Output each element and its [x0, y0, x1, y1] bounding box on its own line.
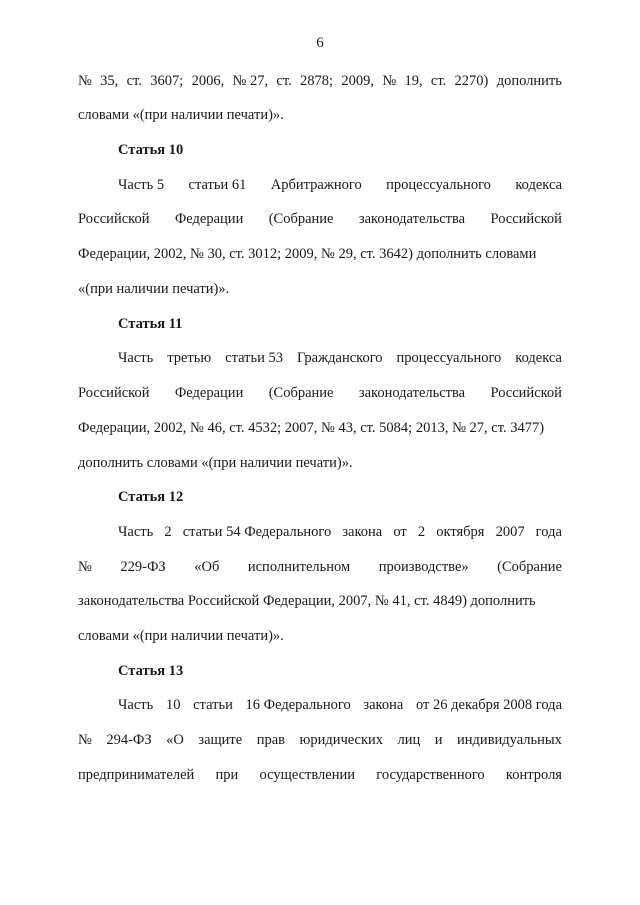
word: защите	[198, 732, 243, 748]
word: Федерации	[174, 385, 244, 401]
word: № 27,	[232, 73, 269, 89]
word: Российской	[78, 385, 150, 401]
word: 2878;	[300, 73, 334, 89]
word: (Собрание	[268, 211, 334, 227]
article-10-heading: Статья 10	[118, 142, 184, 158]
word: статьи 54 Федерального	[182, 524, 332, 540]
word: 294-ФЗ	[106, 732, 152, 748]
text-line: дополнить словами «(при наличии печати)».	[78, 455, 353, 471]
text-line: словами «(при наличии печати)».	[78, 107, 284, 123]
word: юридических	[299, 732, 384, 748]
article-12-heading: Статья 12	[118, 489, 184, 505]
word: Гражданского	[296, 350, 383, 366]
word: осуществлении	[259, 767, 355, 783]
word: 2009,	[341, 73, 374, 89]
word: третью	[167, 350, 212, 366]
word: процессуального	[396, 350, 502, 366]
word: от	[393, 524, 407, 540]
word: «О	[166, 732, 184, 748]
word: 16 Федерального	[245, 697, 351, 713]
article-11-heading: Статья 11	[118, 316, 183, 332]
word: года	[535, 524, 562, 540]
word: статьи 61	[188, 177, 247, 193]
word: Часть	[118, 350, 154, 366]
page-number: 6	[316, 35, 324, 51]
text-line	[78, 384, 562, 402]
word: Часть	[118, 524, 154, 540]
word: кодекса	[515, 177, 562, 193]
word: при	[215, 767, 239, 783]
word: индивидуальных	[457, 732, 562, 748]
word: 229-ФЗ	[120, 559, 166, 575]
word: Российской	[490, 211, 562, 227]
word: №	[78, 73, 92, 89]
word: 3607;	[150, 73, 184, 89]
word: Российской	[78, 211, 150, 227]
word: лиц	[397, 732, 421, 748]
word: дополнить	[496, 73, 562, 89]
word: 35,	[100, 73, 119, 89]
word: Арбитражного	[270, 177, 362, 193]
word: статьи 53	[225, 350, 283, 366]
text-line	[118, 176, 562, 194]
text-line: Федерации, 2002, № 30, ст. 3012; 2009, № 29, ст. 3642) дополнить словами	[78, 246, 537, 262]
word: 10	[165, 697, 181, 713]
word: «Об	[194, 559, 220, 575]
word: Часть	[118, 697, 154, 713]
word: 2270)	[454, 73, 489, 89]
word: 2	[417, 524, 426, 540]
word: и	[434, 732, 443, 748]
text-line	[78, 72, 562, 90]
word: ст.	[126, 73, 142, 89]
text-line	[118, 349, 562, 367]
text-line	[118, 696, 562, 714]
word: процессуального	[386, 177, 491, 193]
word: исполнительном	[247, 559, 351, 575]
text-line	[78, 731, 562, 749]
text-line: «(при наличии печати)».	[78, 281, 230, 297]
word: Часть 5	[118, 177, 165, 193]
word: №	[78, 559, 92, 575]
word: производстве»	[378, 559, 469, 575]
word: 2006,	[191, 73, 225, 89]
word: №	[382, 73, 397, 89]
word: №	[78, 732, 92, 748]
word: контроля	[505, 767, 562, 783]
word: закона	[363, 697, 404, 713]
word: (Собрание	[268, 385, 334, 401]
word: статьи	[193, 697, 233, 713]
word: (Собрание	[497, 559, 562, 575]
text-line	[78, 558, 562, 576]
text-line	[118, 523, 562, 541]
text-line: Федерации, 2002, № 46, ст. 4532; 2007, № 43, ст. 5084; 2013, № 27, ст. 3477)	[78, 420, 545, 436]
text-line	[78, 210, 562, 228]
word: государственного	[376, 767, 485, 783]
word: законодательства	[358, 211, 466, 227]
word: законодательства	[358, 385, 466, 401]
text-line	[78, 766, 562, 784]
word: 19,	[404, 73, 423, 89]
word: ст.	[276, 73, 292, 89]
word: Российской	[490, 385, 562, 401]
word: 2007	[495, 524, 525, 540]
word: кодекса	[515, 350, 562, 366]
text-line: словами «(при наличии печати)».	[78, 628, 284, 644]
word: закона	[342, 524, 383, 540]
word: Федерации	[174, 211, 244, 227]
word: прав	[256, 732, 285, 748]
word: предпринимателей	[78, 767, 195, 783]
word: 2	[164, 524, 172, 540]
word: ст.	[430, 73, 447, 89]
article-13-heading: Статья 13	[118, 663, 184, 679]
word: октября	[436, 524, 485, 540]
word: от 26 декабря 2008 года	[416, 697, 562, 713]
text-line: законодательства Российской Федерации, 2007, № 41, ст. 4849) дополнить	[78, 593, 536, 609]
